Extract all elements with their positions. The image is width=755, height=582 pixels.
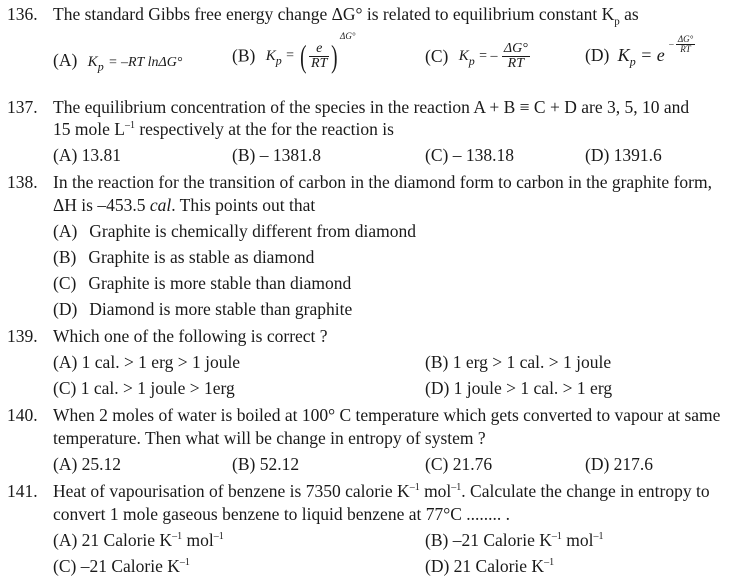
question-text-line2: temperature. Then what will be change in entropy of system ? — [53, 428, 486, 448]
option-d[interactable]: (D) 1 joule > 1 cal. > 1 erg — [425, 378, 613, 398]
option-b[interactable]: (B) $K_p$ = ( $\frac{e}{RT}$ )$^{\Delta G^\circ}$ — [232, 31, 356, 74]
option-b[interactable]: (B) Graphite is as stable as diamond — [53, 247, 315, 267]
option-d[interactable]: (D) Diamond is more stable than graphite — [53, 299, 353, 319]
question-text: The standard Gibbs free energy change ΔG° is related to equilibrium constant $K_p$ as — [53, 4, 639, 28]
option-c[interactable]: (C) – 138.18 — [425, 145, 514, 165]
option-b[interactable]: (B) 52.12 — [232, 454, 300, 474]
option-c[interactable]: (C) –21 Calorie $K^{-1}$ — [53, 556, 190, 576]
option-a[interactable]: (A) Graphite is chemically different from diamond — [53, 221, 417, 241]
question-text-line2: convert 1 mole gaseous benzene to liquid benzene at 77°C ........ . — [53, 504, 511, 524]
question-number: 137. — [7, 97, 38, 117]
question-text-line2: ΔH is –453.5 cal. This points out that — [53, 195, 316, 215]
option-b[interactable]: (B) –21 Calorie $K^{-1}$ mol$^{-1}$ — [425, 530, 604, 550]
option-d[interactable]: (D) 21 Calorie $K^{-1}$ — [425, 556, 555, 576]
question-text-line1: The equilibrium concentration of the species in the reaction A + B ≡ C + D are 3, 5, 10 and — [53, 97, 690, 117]
option-c[interactable]: (C) 21.76 — [425, 454, 493, 474]
question-text-line2: 15 mole $L^{-1}$ respectively at the for the reaction is — [53, 119, 394, 139]
question-number: 139. — [7, 326, 38, 346]
question-number: 141. — [7, 481, 38, 501]
question-text-line1: In the reaction for the transition of carbon in the diamond form to carbon in the graphite form, — [53, 172, 712, 192]
option-a[interactable]: (A) 21 Calorie $K^{-1}$ mol$^{-1}$ — [53, 530, 224, 550]
option-a[interactable]: (A) 13.81 — [53, 145, 122, 165]
option-c[interactable]: (C) Graphite is more stable than diamond — [53, 273, 352, 293]
option-b[interactable]: (B) 1 erg > 1 cal. > 1 joule — [425, 352, 612, 372]
question-number: 138. — [7, 172, 38, 192]
question-text-line1: When 2 moles of water is boiled at 100° C temperature which gets converted to vapour at same — [53, 405, 721, 425]
option-d[interactable]: (D) 1391.6 — [585, 145, 662, 165]
option-c[interactable]: (C) $K_p$ = – $\frac{\Delta G^\circ}{RT}$ — [425, 41, 528, 71]
question-text-line1: Heat of vapourisation of benzene is 7350 calorie $K^{-1}$ mol$^{-1}$. Calculate the change in entropy to — [53, 481, 710, 501]
option-d[interactable]: (D) $K_p = e$ $^{- \frac{\Delta G^\circ}{RT}}$ — [585, 34, 694, 69]
option-a[interactable]: (A) 25.12 — [53, 454, 122, 474]
question-number: 136. — [7, 4, 38, 24]
option-a[interactable]: (A) 1 cal. > 1 erg > 1 joule — [53, 352, 241, 372]
question-number: 140. — [7, 405, 38, 425]
question-text-line1: Which one of the following is correct ? — [53, 326, 328, 346]
option-b[interactable]: (B) – 1381.8 — [232, 145, 321, 165]
option-d[interactable]: (D) 217.6 — [585, 454, 654, 474]
option-c[interactable]: (C) 1 cal. > 1 joule > 1erg — [53, 378, 235, 398]
option-a[interactable]: (A) $K_p = -RT$ lnΔG° — [53, 50, 183, 74]
